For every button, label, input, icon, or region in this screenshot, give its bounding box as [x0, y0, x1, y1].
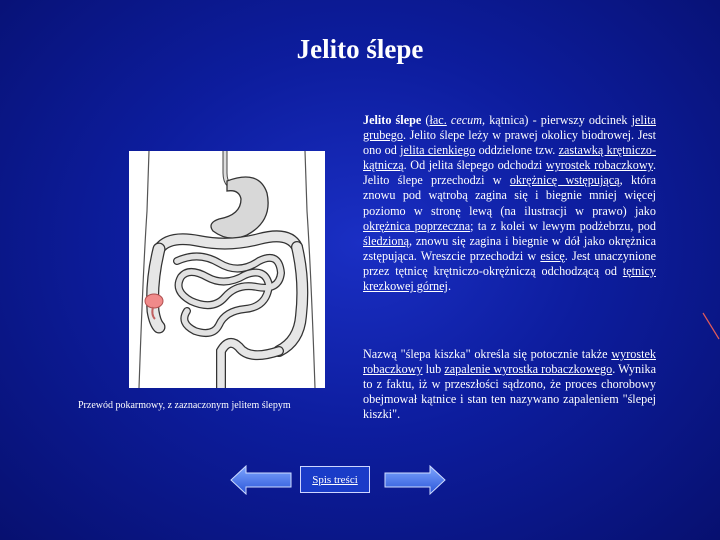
decorative-line: [702, 312, 720, 340]
link-spleen[interactable]: śledzioną: [363, 233, 410, 248]
next-slide-button[interactable]: [384, 465, 446, 495]
text-segment: Nazwą "ślepa kiszka" określa się potocznie także: [363, 347, 612, 361]
link-sigmoid-colon[interactable]: esicę: [540, 248, 565, 263]
text-segment: , która znowu pod wątrobą zagina się i biegnie mniej więcej poziomo w stronę lewą (na ilustracji w prawo) jako: [363, 173, 656, 218]
link-appendix-2[interactable]: wyrostek robaczkowy: [363, 347, 656, 377]
digestive-tract-illustration: [129, 151, 325, 388]
text-segment: .: [447, 279, 451, 294]
term-bold: Jelito ślepe: [363, 113, 422, 127]
link-superior-mesenteric-artery[interactable]: tętnicy krezkowej górnej: [363, 263, 656, 294]
link-appendix[interactable]: wyrostek robaczkowy: [545, 158, 653, 173]
figure-caption: Przewód pokarmowy, z zaznaczonym jelitem ślepym: [78, 400, 291, 411]
prev-slide-button[interactable]: [230, 465, 292, 495]
text-segment: ; ta z kolei w lewym podżebrzu, pod: [470, 218, 656, 233]
text-segment: oddzielone tzw.: [475, 143, 559, 158]
arrow-right-icon: [384, 465, 446, 495]
text-segment: . Od jelita ślepego odchodzi: [403, 158, 546, 173]
description-paragraph: [363, 113, 656, 294]
link-large-intestine[interactable]: jelita grubego: [363, 113, 657, 143]
link-small-intestine[interactable]: jelita cienkiego: [400, 143, 476, 158]
link-latin[interactable]: łac.: [429, 113, 447, 127]
link-transverse-colon[interactable]: okrężnica poprzeczna: [363, 218, 471, 233]
table-of-contents-button[interactable]: Spis treści: [300, 466, 370, 493]
name-origin-paragraph: [363, 347, 656, 422]
link-appendicitis[interactable]: zapalenie wyrostka robaczkowego: [444, 362, 613, 377]
text-segment: , znowu się zagina i biegnie w dół jako okrężnica zstępująca. Wreszcie przechodzi w: [363, 233, 656, 263]
link-ascending-colon[interactable]: okrężnicę wstępującą: [509, 173, 620, 188]
link-ileocecal-valve[interactable]: zastawką krętniczo-kątniczą: [363, 143, 657, 173]
slide-title: Jelito ślepe: [296, 34, 424, 64]
digestive-tract-drawing: [129, 151, 325, 388]
text-segment: lub: [422, 362, 445, 377]
text-segment: (: [421, 113, 430, 127]
text-segment: . Jelito ślepe przechodzi w: [363, 158, 656, 188]
arrow-left-icon: [230, 465, 292, 495]
text-segment: . Jelito ślepe leży w prawej okolicy biodrowej. Jest ono od: [363, 128, 656, 158]
latin-term: cecum: [450, 113, 483, 127]
text-segment: . Wynika to z faktu, iż w przeszłości sądzono, że proces chorobowy obejmował kątnice i stan ten nazywano zapaleniem "ślepej kiszki".: [363, 362, 656, 422]
text-segment: . Jest unaczynione przez tętnicę krętniczo-okrężniczą odchodzącą od: [363, 248, 656, 278]
text-segment: , kątnica) - pierwszy odcinek: [482, 113, 632, 127]
